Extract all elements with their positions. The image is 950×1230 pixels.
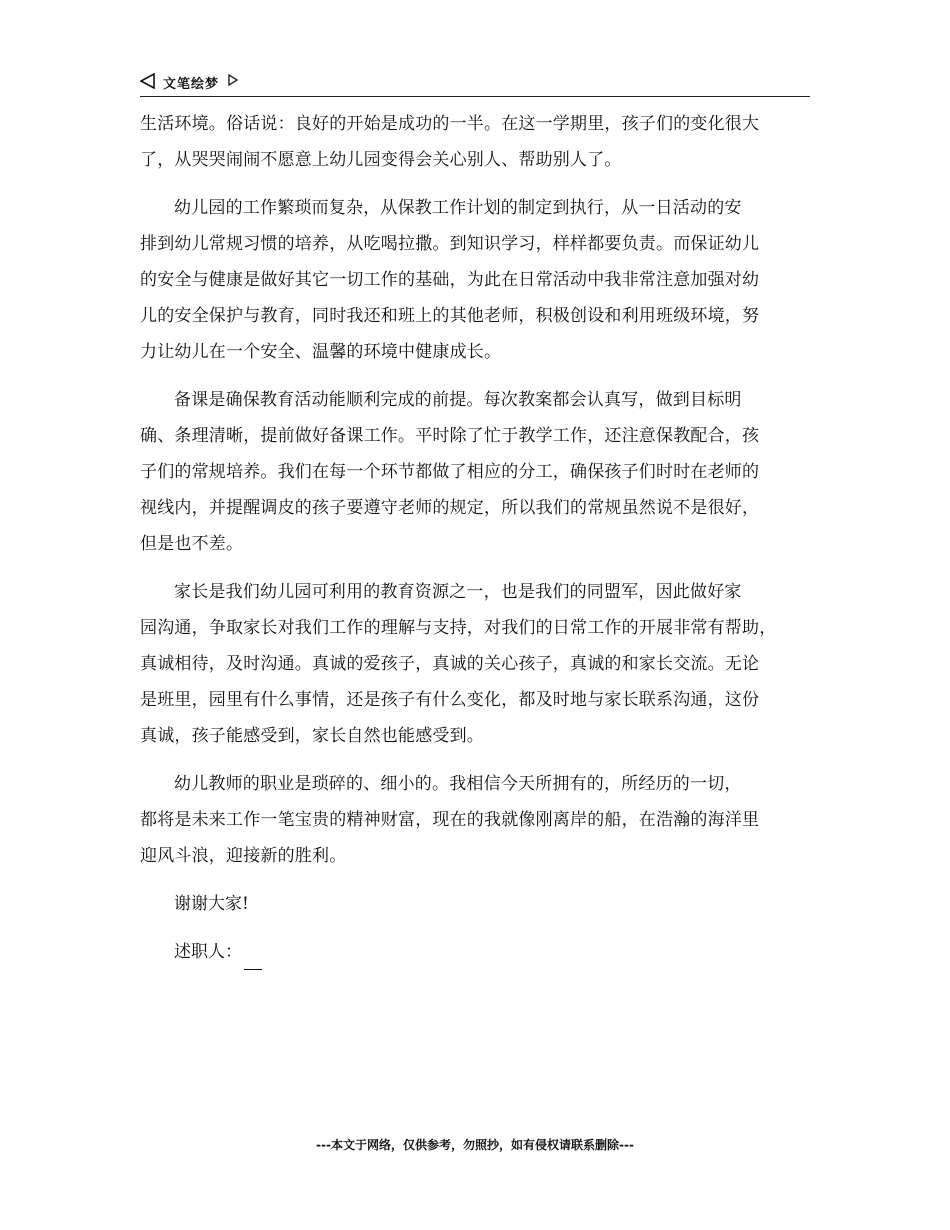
text-line: 真诚相待，及时沟通。真诚的爱孩子，真诚的关心孩子，真诚的和家长交流。无论: [140, 654, 760, 674]
paragraph-daily-work: [140, 190, 810, 370]
text-line: 真诚，孩子能感受到，家长自然也能感受到。: [140, 726, 484, 746]
signature-label: 述职人：: [174, 942, 242, 962]
page-footer-disclaimer: ---本文于网络，仅供参考，勿照抄，如有侵权请联系删除---: [316, 1138, 634, 1152]
paragraph-lesson-prep: [140, 382, 810, 562]
text-line: 生活环境。俗话说：良好的开始是成功的一半。在这一学期里，孩子们的变化很大: [140, 114, 760, 134]
triangle-right-outline-icon: [228, 74, 238, 86]
text-line: 子们的常规培养。我们在每一个环节都做了相应的分工，确保孩子们时时在老师的: [140, 462, 760, 482]
paragraph-conclusion: [140, 766, 810, 874]
text-line: 幼儿教师的职业是琐碎的、细小的。我相信今天所拥有的，所经历的一切，: [174, 774, 742, 794]
text-line: 园沟通，争取家长对我们工作的理解与支持，对我们的日常工作的开展非常有帮助，: [140, 618, 777, 638]
text-line: 了，从哭哭闹闹不愿意上幼儿园变得会关心别人、帮助别人了。: [140, 150, 622, 170]
page-header: [140, 70, 810, 97]
text-line: 都将是未来工作一笔宝贵的精神财富，现在的我就像刚离岸的船，在浩瀚的海洋里: [140, 810, 760, 830]
text-line: 视线内，并提醒调皮的孩子要遵守老师的规定，所以我们的常规虽然说不是很好，: [140, 498, 760, 518]
signature-row: [140, 934, 810, 970]
text-line: 确、条理清晰，提前做好备课工作。平时除了忙于教学工作，还注意保教配合，孩: [140, 426, 760, 446]
text-line: 排到幼儿常规习惯的培养，从吃喝拉撒。到知识学习，样样都要负责。而保证幼儿: [140, 234, 760, 254]
text-line: 幼儿园的工作繁琐而复杂，从保教工作计划的制定到执行，从一日活动的安: [174, 198, 742, 218]
text-line: 但是也不差。: [140, 534, 244, 554]
text-line: 儿的安全保护与教育，同时我还和班上的其他老师，积极创设和利用班级环境，努: [140, 306, 760, 326]
triangle-left-outline-icon: [140, 73, 156, 89]
paragraph-parents: [140, 574, 810, 754]
text-line: 家长是我们幼儿园可利用的教育资源之一，也是我们的同盟军，因此做好家: [174, 582, 742, 602]
header-title: 文笔绘梦: [163, 77, 220, 92]
text-line: 的安全与健康是做好其它一切工作的基础，为此在日常活动中我非常注意加强对幼: [140, 270, 760, 290]
closing-thanks: 谢谢大家!: [174, 894, 249, 914]
paragraph-continuation: [140, 106, 810, 178]
text-line: 迎风斗浪，迎接新的胜利。: [140, 846, 347, 866]
signature-blank: [244, 947, 262, 970]
document-body: [140, 106, 810, 982]
text-line: 是班里，园里有什么事情，还是孩子有什么变化，都及时地与家长联系沟通，这份: [140, 690, 760, 710]
text-line: 力让幼儿在一个安全、温馨的环境中健康成长。: [140, 342, 502, 362]
text-line: 备课是确保教育活动能顺利完成的前提。每次教案都会认真写，做到目标明: [174, 390, 742, 410]
